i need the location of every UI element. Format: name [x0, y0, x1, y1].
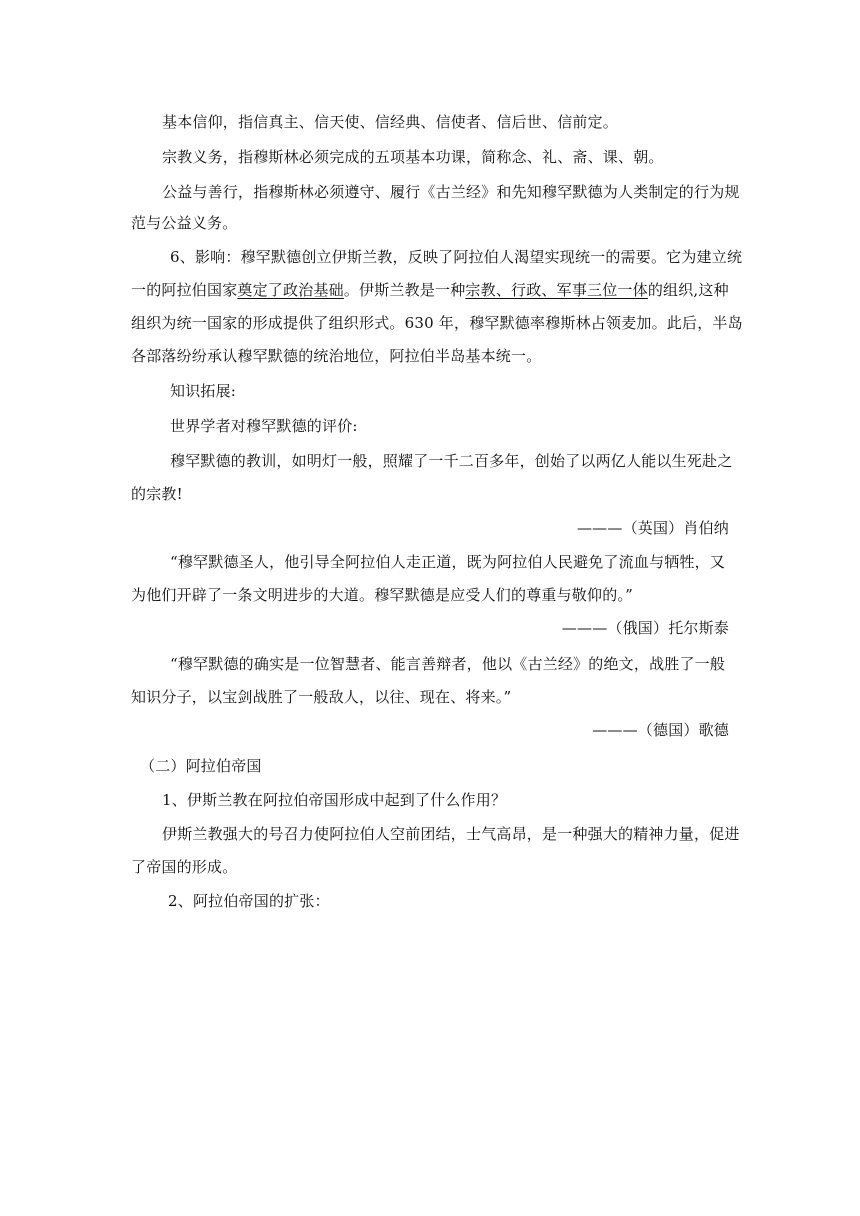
quote3-line2: 知识分子，以宝剑战胜了一般敌人，以往、现在、将来。” [131, 688, 512, 706]
quote3-source: ———（德国）歌德 [592, 721, 729, 739]
influence-paragraph-line3: 组织为统一国家的形成提供了组织形式。630 年，穆罕默德率穆斯林占领麦加。此后，半岛 [131, 314, 743, 332]
question1: 1、伊斯兰教在阿拉伯帝国形成中起到了什么作用？ [162, 791, 507, 809]
quote1-line1: 穆罕默德的教训，如明灯一般，照耀了一千二百多年，创始了以两亿人能以生死赴之 [170, 452, 733, 470]
beliefs-paragraph: 基本信仰，指信真主、信天使、信经典、信使者、信后世、信前定。 [162, 113, 619, 131]
answer1-line1: 伊斯兰教强大的号召力使阿拉伯人空前团结，士气高昂，是一种强大的精神力量，促进 [162, 825, 740, 843]
influence-text-b: 。伊斯兰教是一种 [343, 281, 466, 299]
influence-text-c: 的组织,这种 [647, 281, 729, 299]
duties-paragraph: 宗教义务，指穆斯林必须完成的五项基本功课，简称念、礼、斋、课、朝。 [162, 148, 664, 166]
evaluation-title: 世界学者对穆罕默德的评价: [170, 417, 358, 435]
charity-paragraph-line2: 范与公益义务。 [131, 214, 238, 232]
answer1-line2: 了帝国的形成。 [131, 858, 238, 876]
influence-paragraph-line1: 6、影响：穆罕默德创立伊斯兰教，反映了阿拉伯人渴望实现统一的需要。它为建立统 [170, 248, 743, 266]
section2-title: （二）阿拉伯帝国 [140, 757, 262, 775]
quote1-source: ———（英国）肖伯纳 [576, 519, 729, 537]
quote2-source: ———（俄国）托尔斯泰 [561, 619, 729, 637]
charity-paragraph-line1: 公益与善行，指穆斯林必须遵守、履行《古兰经》和先知穆罕默德为人类制定的行为规 [162, 183, 740, 201]
influence-paragraph-line4: 各部落纷纷承认穆罕默德的统治地位，阿拉伯半岛基本统一。 [131, 347, 542, 365]
extension-title: 知识拓展: [170, 382, 237, 400]
influence-paragraph-line2 [131, 280, 729, 300]
quote2-line1: “穆罕默德圣人，他引导全阿拉伯人走正道，既为阿拉伯人民避免了流血与牺牲，又 [170, 553, 726, 571]
underlined-political-basis: 奠定了政治基础 [237, 281, 344, 299]
quote1-line2: 的宗教! [131, 485, 183, 503]
question2: 2、阿拉伯帝国的扩张： [168, 892, 330, 910]
underlined-trinity: 宗教、行政、军事三位一体 [465, 281, 648, 299]
quote2-line2: 为他们开辟了一条文明进步的大道。穆罕默德是应受人们的尊重与敬仰的。” [131, 586, 633, 604]
influence-text-a: 一的阿拉伯国家 [131, 281, 238, 299]
quote3-line1: “穆罕默德的确实是一位智慧者、能言善辩者，他以《古兰经》的绝文，战胜了一般 [170, 655, 726, 673]
